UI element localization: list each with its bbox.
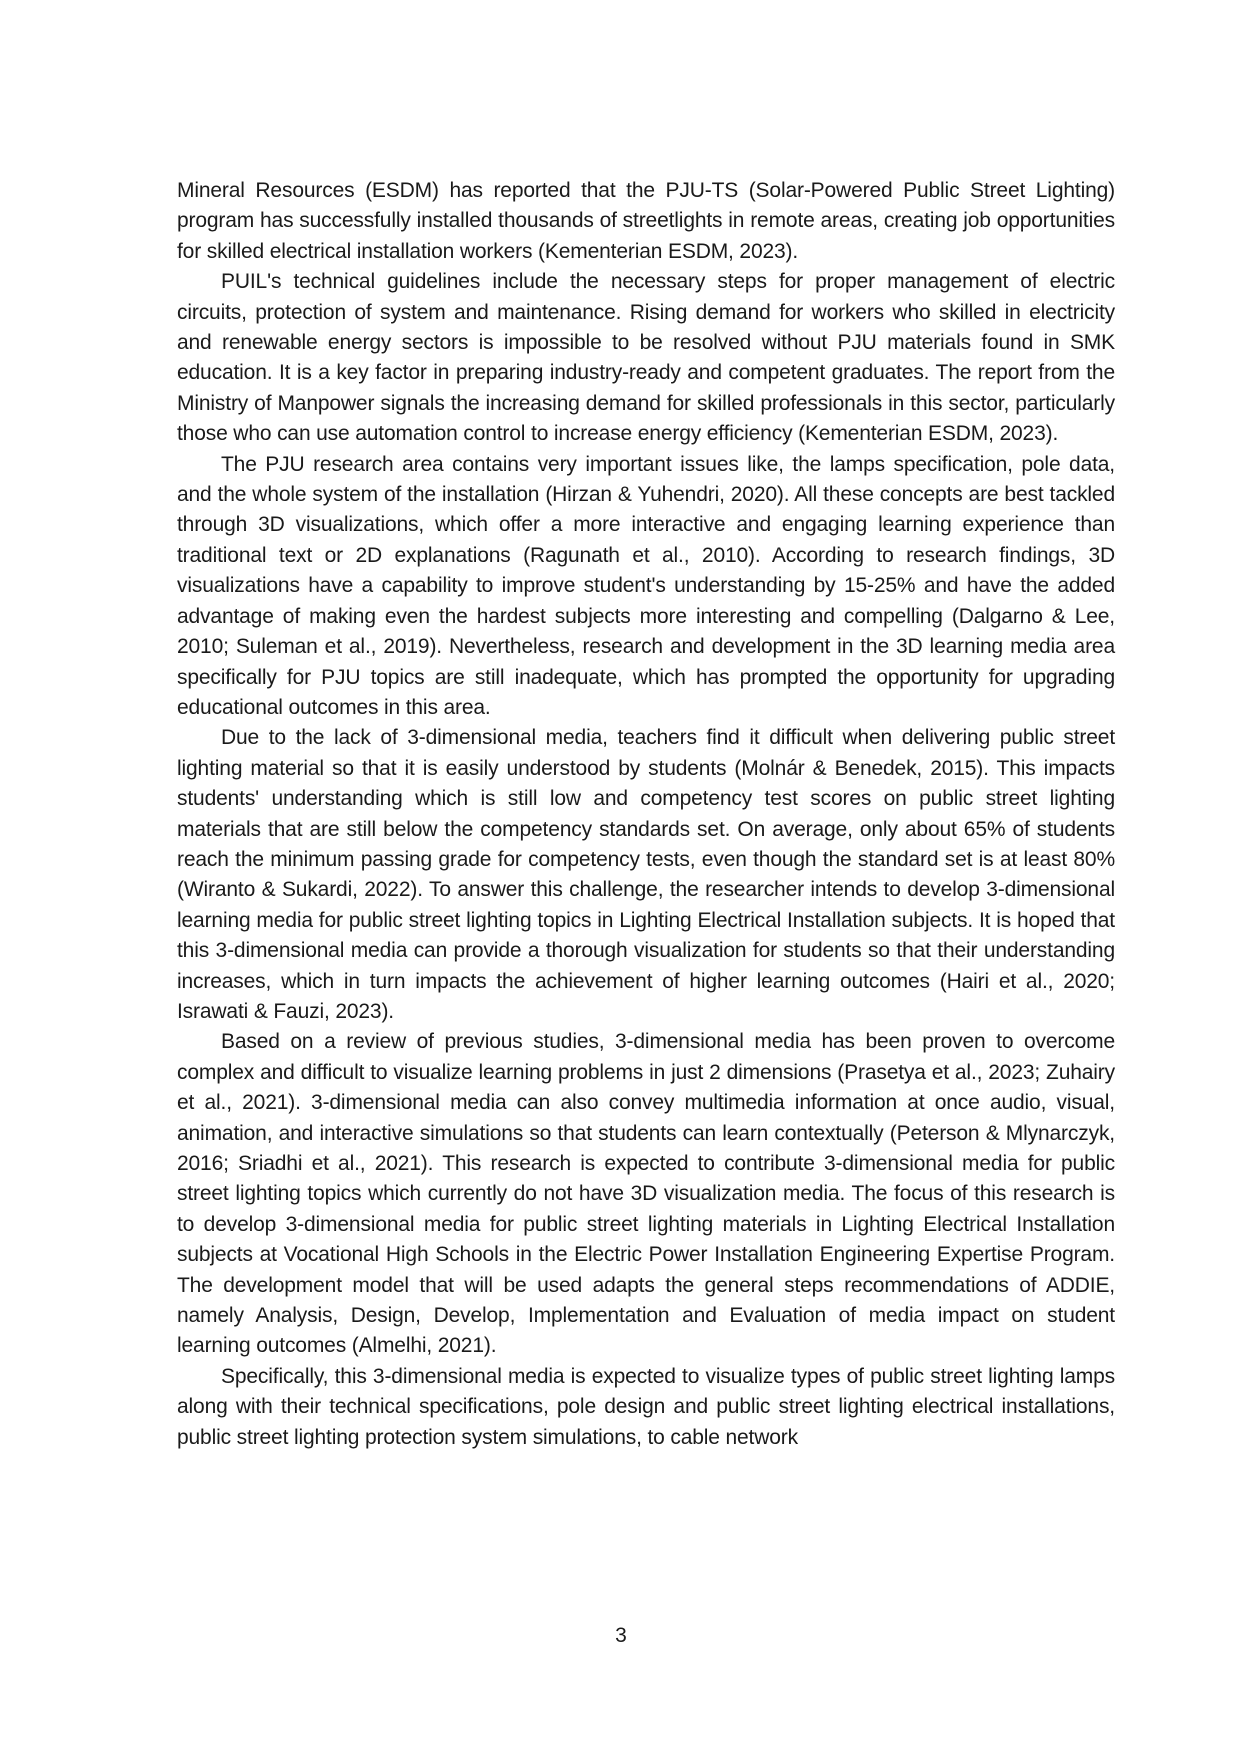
page-number: 3 <box>615 1624 627 1647</box>
paragraph-specific-visualization: Specifically, this 3-dimensional media is expected to visualize types of public street lighting lamps along with their technical specifications, pole design and public street lighting electrical installations, public street lighting protection system simulations, to cable network <box>177 1364 1115 1449</box>
paragraph-puil-guidelines: PUIL's technical guidelines include the necessary steps for proper management of electric circuits, protection of system and maintenance. Rising demand for workers who skilled in electricity and renewable energy sectors is impossible to be resolved without PJU materials found in SMK education. It is a key factor in preparing industry-ready and competent graduates. The report from the Ministry of Manpower signals the increasing demand for skilled professionals in this sector, particularly those who can use automation control to increase energy efficiency (Kementerian ESDM, 2023). <box>177 270 1115 446</box>
paragraph-continuation: Mineral Resources (ESDM) has reported that the PJU-TS (Solar-Powered Public Street Lighting) program has successfully installed thousands of streetlights in remote areas, creating job opportunities for skilled electrical installation workers (Kementerian ESDM, 2023). <box>177 179 1115 263</box>
paragraph-previous-studies: Based on a review of previous studies, 3-dimensional media has been proven to overcome complex and difficult to visualize learning problems in just 2 dimensions (Prasetya et al., 2023; Zuhairy et al., 2021). 3-dimensional media can also convey multimedia information at once audio, visual, animation, and interactive simulations so that students can learn contextually (Peterson & Mlynarczyk, 2016; Sriadhi et al., 2021). This research is expected to contribute 3-dimensional media for public street lighting topics which currently do not have 3D visualization media. The focus of this research is to develop 3-dimensional media for public street lighting materials in Lighting Electrical Installation subjects at Vocational High Schools in the Electric Power Installation Engineering Expertise Program. The development model that will be used adapts the general steps recommendations of ADDIE, namely Analysis, Design, Develop, Implementation and Evaluation of media impact on student learning outcomes (Almelhi, 2021). <box>177 1030 1115 1358</box>
body-text <box>177 176 1115 1453</box>
paragraph-pju-research-area: The PJU research area contains very important issues like, the lamps specification, pole data, and the whole system of the installation (Hirzan & Yuhendri, 2020). All these concepts are best tackled through 3D visualizations, which offer a more interactive and engaging learning experience than traditional text or 2D explanations (Ragunath et al., 2010). According to research findings, 3D visualizations have a capability to improve student's understanding by 15-25% and have the added advantage of making even the hardest subjects more interesting and compelling (Dalgarno & Lee, 2010; Suleman et al., 2019). Nevertheless, research and development in the 3D learning media area specifically for PJU topics are still inadequate, which has prompted the opportunity for upgrading educational outcomes in this area. <box>177 452 1115 719</box>
paragraph-lack-of-3d-media: Due to the lack of 3-dimensional media, teachers find it difficult when delivering public street lighting material so that it is easily understood by students (Molnár & Benedek, 2015). This impacts students' understanding which is still low and competency test scores on public street lighting materials that are still below the competency standards set. On average, only about 65% of students reach the minimum passing grade for competency tests, even though the standard set is at least 80% (Wiranto & Sukardi, 2022). To answer this challenge, the researcher intends to develop 3-dimensional learning media for public street lighting topics in Lighting Electrical Installation subjects. It is hoped that this 3-dimensional media can provide a thorough visualization for students so that their understanding increases, which in turn impacts the achievement of higher learning outcomes (Hairi et al., 2020; Israwati & Fauzi, 2023). <box>177 726 1115 1023</box>
